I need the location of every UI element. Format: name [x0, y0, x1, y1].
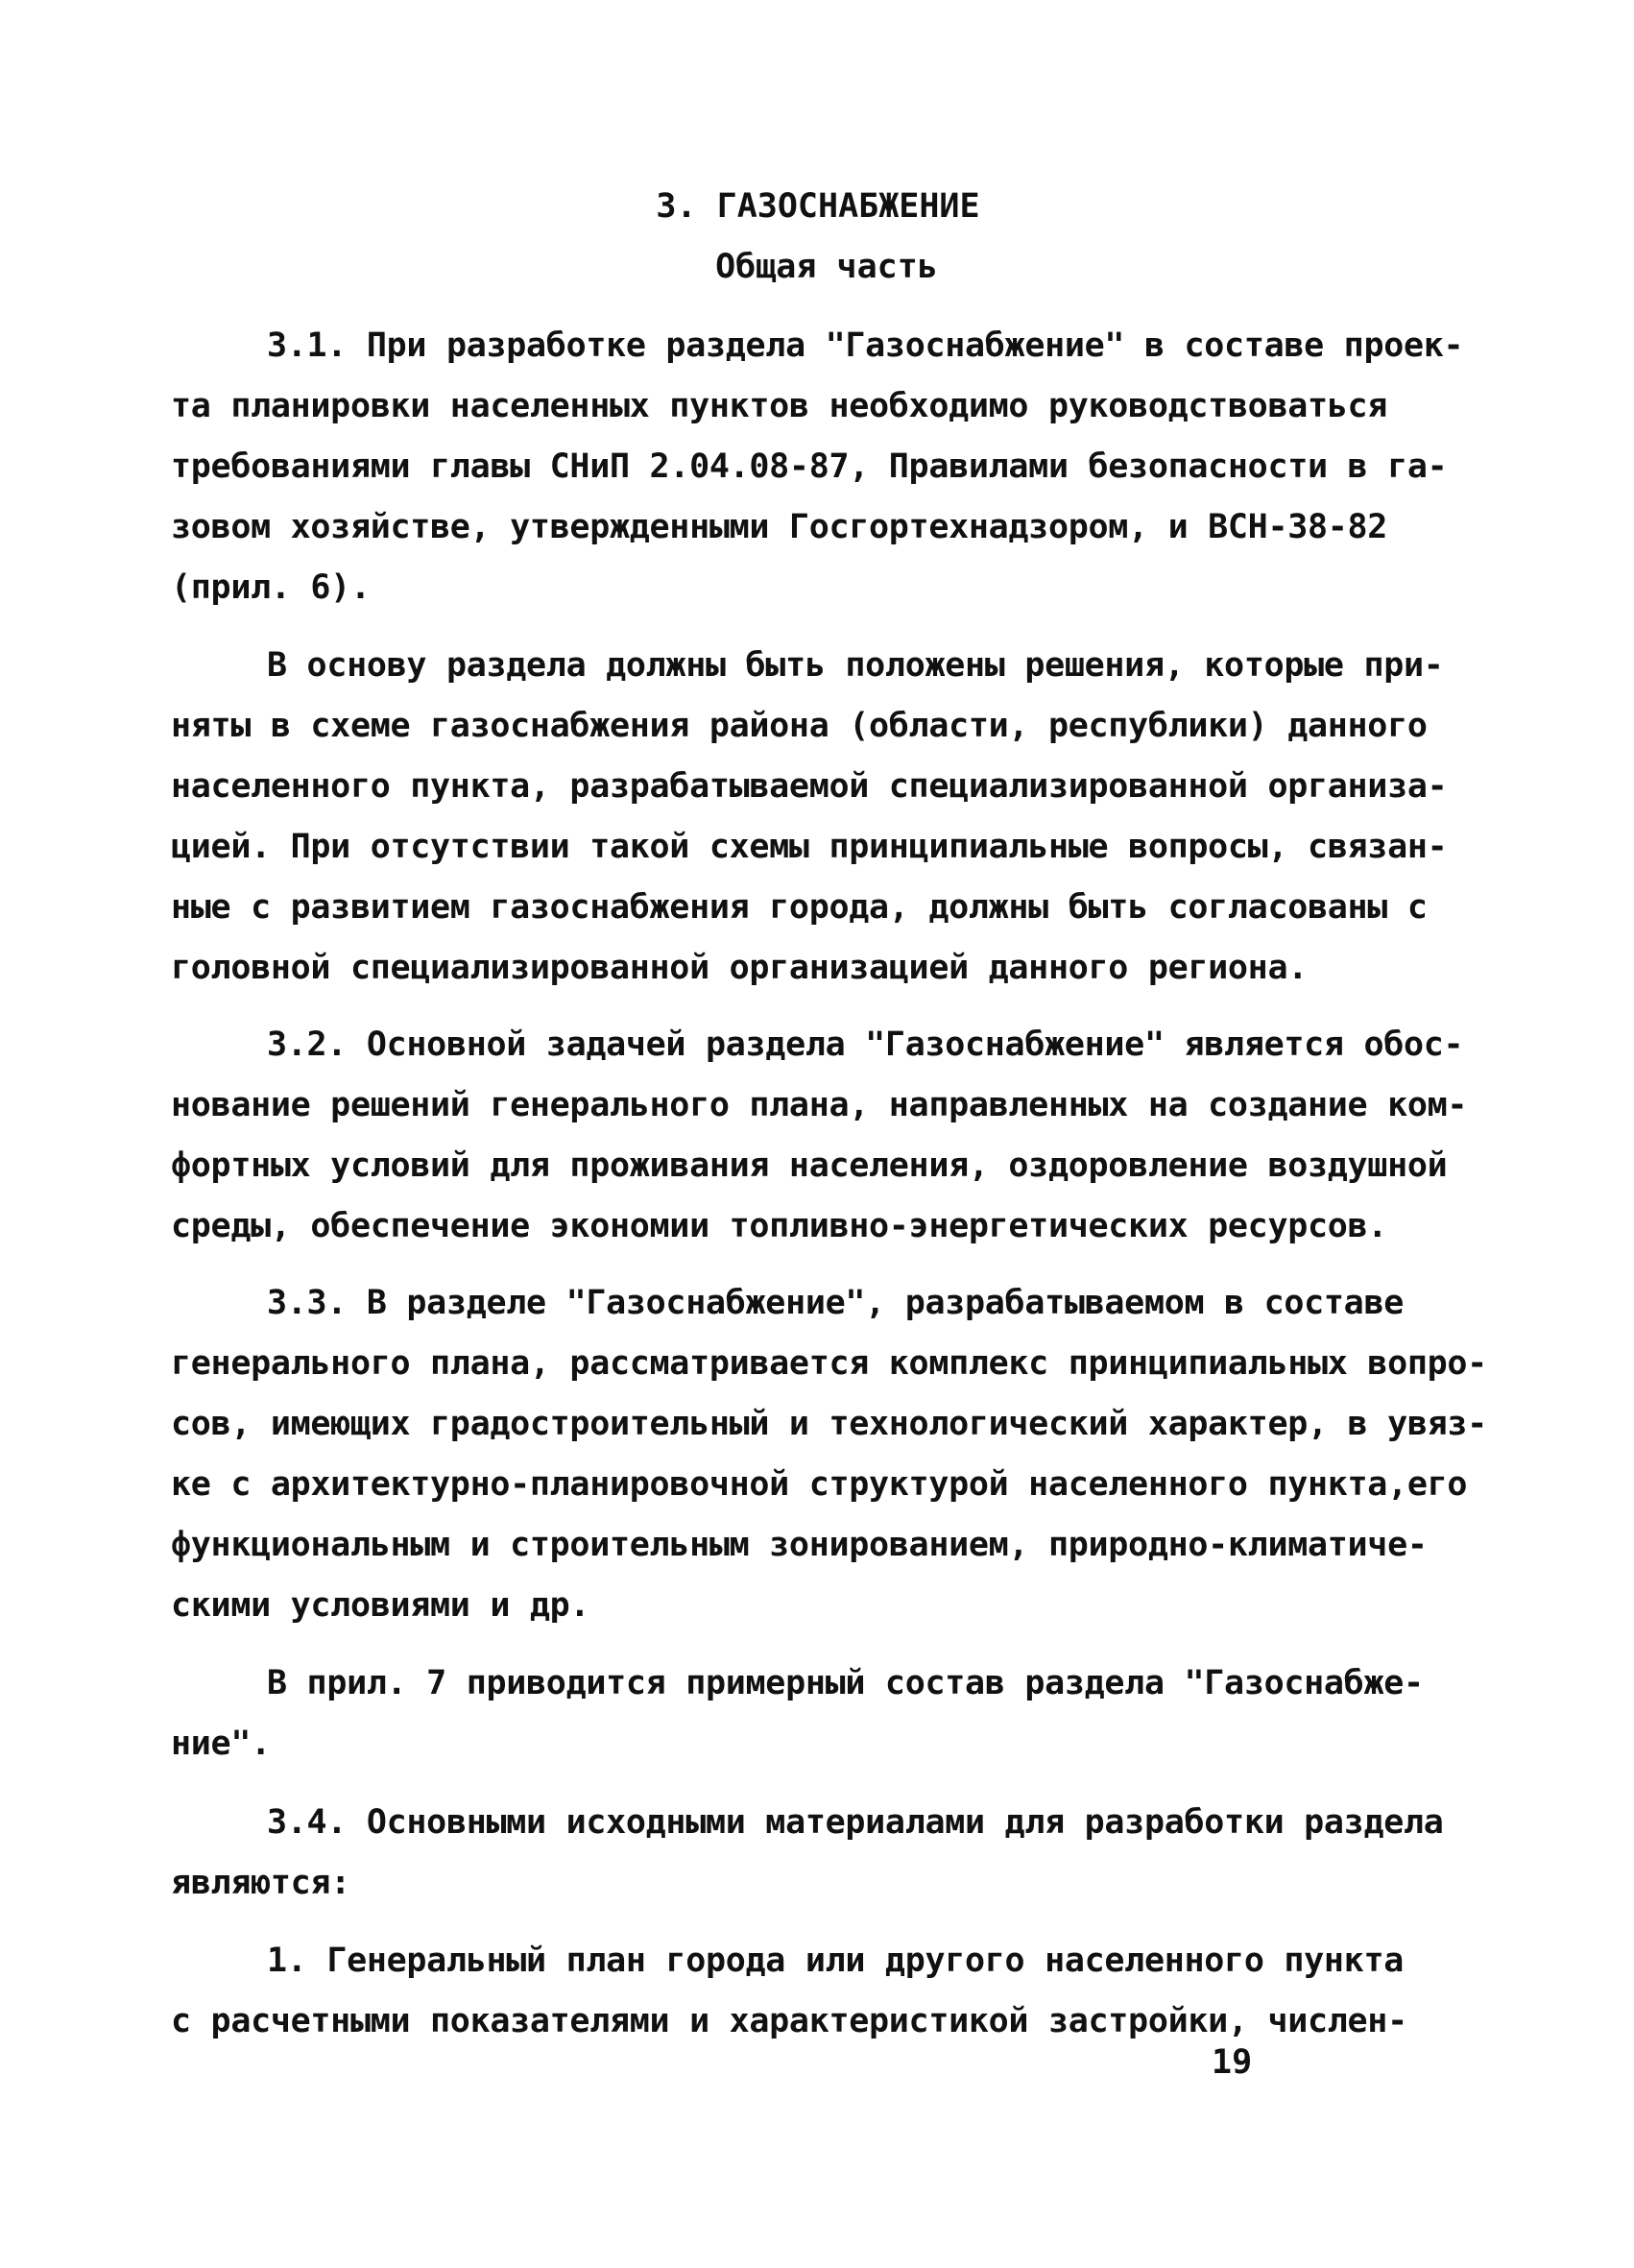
- page-number: 19: [1212, 2043, 1253, 2082]
- text-line: 1. Генеральный план города или другого населенного пункта: [267, 1942, 1404, 1980]
- text-line: ке с архитектурно-планировочной структурой населенного пункта,его: [171, 1465, 1468, 1504]
- text-line: среды, обеспечение экономии топливно-энергетических ресурсов.: [171, 1207, 1388, 1245]
- text-line: сов, имеющих градостроительный и технологический характер, в увяз-: [171, 1405, 1487, 1443]
- text-line: 3.4. Основными исходными материалами для разработки раздела: [267, 1803, 1444, 1842]
- text-line: населенного пункта, разрабатываемой специализированной организа-: [171, 767, 1448, 806]
- text-line: функциональным и строительным зонированием, природно-климатиче-: [171, 1526, 1428, 1564]
- text-line: 3.2. Основной задачей раздела "Газоснабжение" является обос-: [267, 1025, 1464, 1064]
- text-line: (прил. 6).: [171, 568, 371, 607]
- text-line: фортных условий для проживания населения, оздоровление воздушной: [171, 1146, 1448, 1185]
- text-line: 3.1. При разработке раздела "Газоснабжение" в составе проек-: [267, 326, 1464, 365]
- text-line: ние".: [171, 1725, 271, 1763]
- text-line: та планировки населенных пунктов необходимо руководствоваться: [171, 387, 1388, 425]
- section-subtitle: Общая часть: [715, 248, 938, 286]
- text-line: цией. При отсутствии такой схемы принципиальные вопросы, связан-: [171, 828, 1448, 866]
- text-line: требованиями главы СНиП 2.04.08-87, Правилами безопасности в га-: [171, 447, 1448, 486]
- section-title: 3. ГАЗОСНАБЖЕНИЕ: [656, 187, 980, 226]
- text-line: зовом хозяйстве, утвержденными Госгортехнадзором, и ВСН-38-82: [171, 508, 1388, 546]
- text-line: няты в схеме газоснабжения района (области, республики) данного: [171, 707, 1428, 745]
- text-line: ные с развитием газоснабжения города, должны быть согласованы с: [171, 888, 1428, 927]
- text-line: головной специализированной организацией данного региона.: [171, 949, 1308, 987]
- text-line: В основу раздела должны быть положены решения, которые при-: [267, 646, 1444, 685]
- text-line: генерального плана, рассматривается комплекс принципиальных вопро-: [171, 1344, 1487, 1383]
- text-line: являются:: [171, 1864, 350, 1902]
- text-line: В прил. 7 приводится примерный состав раздела "Газоснабже-: [267, 1664, 1424, 1702]
- text-line: 3.3. В разделе "Газоснабжение", разрабатываемом в составе: [267, 1284, 1404, 1322]
- text-line: скими условиями и др.: [171, 1586, 590, 1625]
- text-line: с расчетными показателями и характеристикой застройки, числен-: [171, 2002, 1407, 2040]
- text-line: нование решений генерального плана, направленных на создание ком-: [171, 1086, 1468, 1124]
